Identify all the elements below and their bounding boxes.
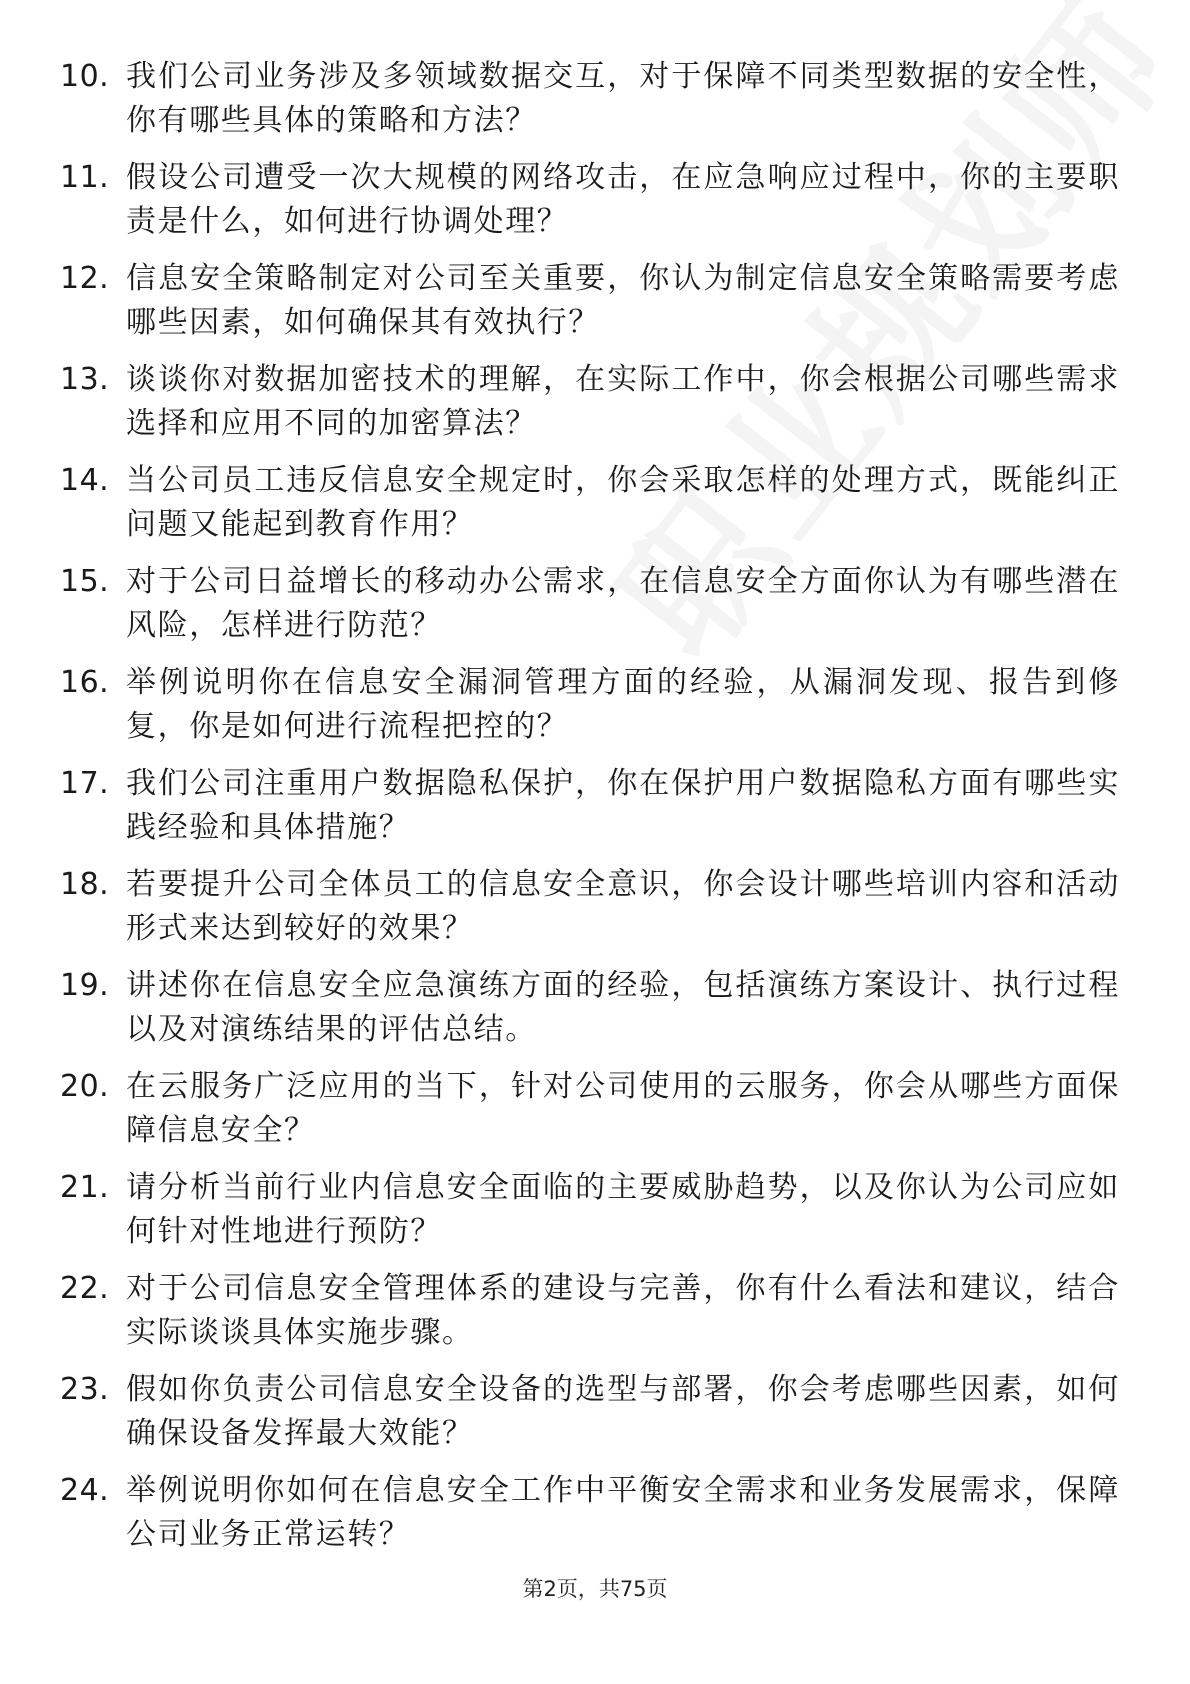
question-number: 15. bbox=[60, 564, 110, 599]
question-number: 19. bbox=[60, 968, 110, 1003]
question-item bbox=[60, 1065, 1120, 1166]
question-item bbox=[60, 1368, 1120, 1469]
question-item bbox=[60, 1166, 1120, 1267]
question-item bbox=[60, 156, 1120, 257]
question-item bbox=[60, 762, 1120, 863]
page-number-label: 第2页，共75页 bbox=[522, 1577, 668, 1601]
question-item bbox=[60, 661, 1120, 762]
question-number: 23. bbox=[60, 1372, 110, 1407]
question-item bbox=[60, 964, 1120, 1065]
question-number: 17. bbox=[60, 766, 110, 801]
question-number: 16. bbox=[60, 665, 110, 700]
question-text: 请分析当前行业内信息安全面临的主要威胁趋势，以及你认为公司应如何针对性地进行预防？ bbox=[126, 1170, 1120, 1249]
question-text: 若要提升公司全体员工的信息安全意识，你会设计哪些培训内容和活动形式来达到较好的效果？ bbox=[126, 867, 1120, 946]
question-number: 24. bbox=[60, 1473, 110, 1508]
question-text: 对于公司信息安全管理体系的建设与完善，你有什么看法和建议，结合实际谈谈具体实施步骤。 bbox=[126, 1271, 1120, 1350]
question-list bbox=[60, 55, 1120, 1570]
question-item bbox=[60, 863, 1120, 964]
question-text: 信息安全策略制定对公司至关重要，你认为制定信息安全策略需要考虑哪些因素，如何确保其有效执行？ bbox=[126, 261, 1120, 340]
question-number: 10. bbox=[60, 59, 110, 94]
question-text: 讲述你在信息安全应急演练方面的经验，包括演练方案设计、执行过程以及对演练结果的评估总结。 bbox=[126, 968, 1120, 1047]
question-item bbox=[60, 257, 1120, 358]
question-item bbox=[60, 1267, 1120, 1368]
question-item bbox=[60, 55, 1120, 156]
question-number: 12. bbox=[60, 261, 110, 296]
question-text: 我们公司注重用户数据隐私保护，你在保护用户数据隐私方面有哪些实践经验和具体措施？ bbox=[126, 766, 1120, 845]
question-number: 22. bbox=[60, 1271, 110, 1306]
question-number: 20. bbox=[60, 1069, 110, 1104]
question-text: 在云服务广泛应用的当下，针对公司使用的云服务，你会从哪些方面保障信息安全？ bbox=[126, 1069, 1120, 1148]
question-text: 假如你负责公司信息安全设备的选型与部署，你会考虑哪些因素，如何确保设备发挥最大效能？ bbox=[126, 1372, 1120, 1451]
question-text: 假设公司遭受一次大规模的网络攻击，在应急响应过程中，你的主要职责是什么，如何进行协调处理？ bbox=[126, 160, 1120, 239]
question-text: 谈谈你对数据加密技术的理解，在实际工作中，你会根据公司哪些需求选择和应用不同的加密算法？ bbox=[126, 362, 1120, 441]
question-text: 我们公司业务涉及多领域数据交互，对于保障不同类型数据的安全性，你有哪些具体的策略和方法？ bbox=[126, 59, 1120, 138]
question-text: 举例说明你在信息安全漏洞管理方面的经验，从漏洞发现、报告到修复，你是如何进行流程把控的？ bbox=[126, 665, 1120, 744]
question-item bbox=[60, 459, 1120, 560]
page-footer bbox=[0, 1573, 1190, 1603]
question-number: 11. bbox=[60, 160, 110, 195]
question-item bbox=[60, 560, 1120, 661]
question-text: 举例说明你如何在信息安全工作中平衡安全需求和业务发展需求，保障公司业务正常运转？ bbox=[126, 1473, 1120, 1552]
question-text: 对于公司日益增长的移动办公需求，在信息安全方面你认为有哪些潜在风险，怎样进行防范？ bbox=[126, 564, 1120, 643]
question-item bbox=[60, 358, 1120, 459]
question-text: 当公司员工违反信息安全规定时，你会采取怎样的处理方式，既能纠正问题又能起到教育作用？ bbox=[126, 463, 1120, 542]
question-number: 13. bbox=[60, 362, 110, 397]
question-item bbox=[60, 1469, 1120, 1570]
question-number: 18. bbox=[60, 867, 110, 902]
question-number: 14. bbox=[60, 463, 110, 498]
question-number: 21. bbox=[60, 1170, 110, 1205]
